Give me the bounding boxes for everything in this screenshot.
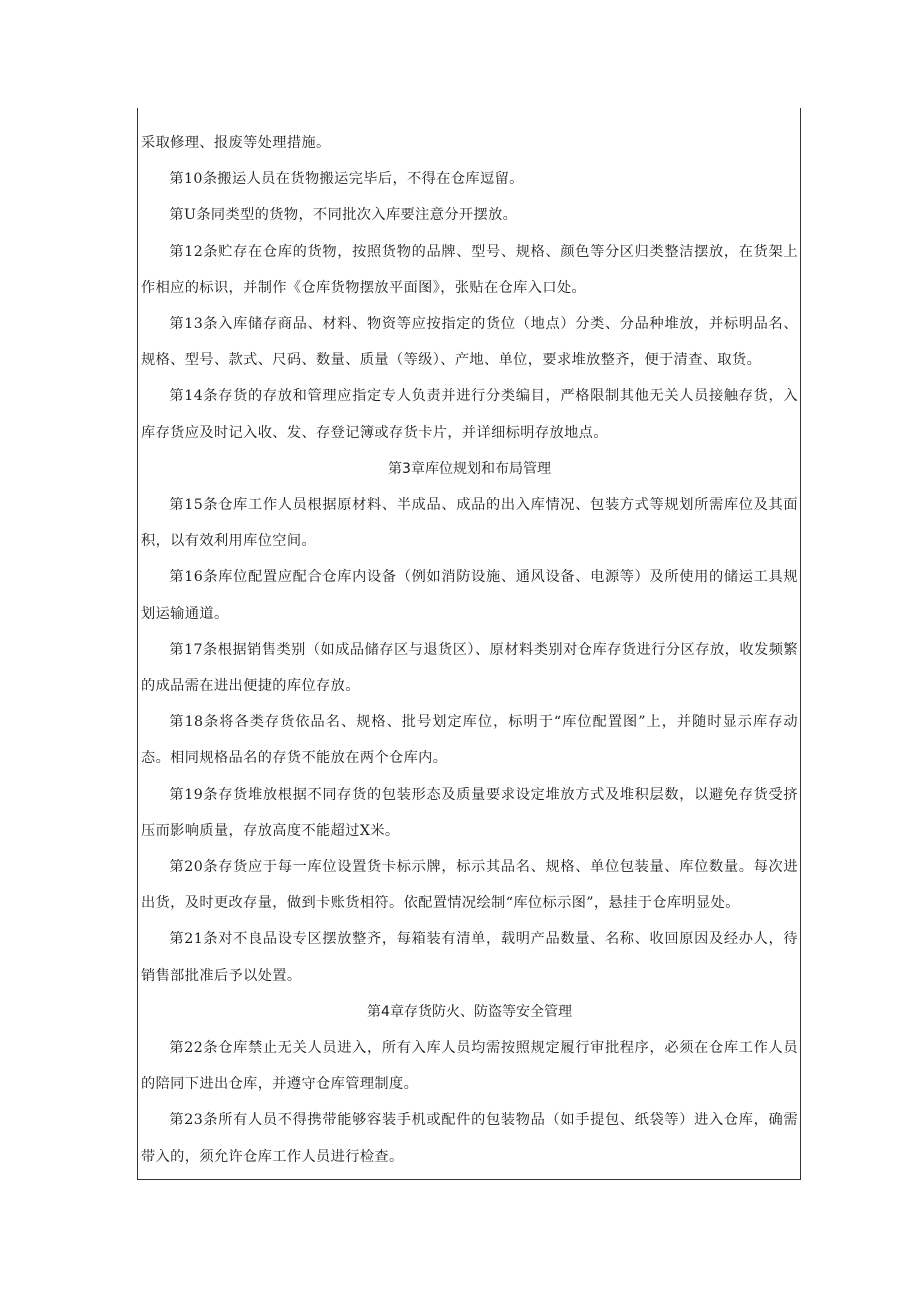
article-10: 第10条搬运人员在货物搬运完毕后，不得在仓库逗留。	[169, 171, 524, 188]
article-14: 第14条存货的存放和管理应指定专人负责并进行分类编目，严格限制其他无关人员接触存货，入库存货应及时记入收、发、存登记簿或存货卡片，并详细标明存放地点。	[141, 388, 798, 441]
article-23: 第23条所有人员不得携带能够容装手机或配件的包装物品（如手提包、纸袋等）进入仓库，确需带入的，须允许仓库工作人员进行检查。	[141, 1112, 798, 1165]
chapter-4-heading: 第4章存货防火、防盗等安全管理	[367, 1003, 572, 1020]
article-16: 第16条库位配置应配合仓库内设备（例如消防设施、通风设备、电源等）及所使用的储运工具规划运输通道。	[141, 569, 798, 622]
article-13: 第13条入库储存商品、材料、物资等应按指定的货位（地点）分类、分品种堆放，并标明品名、规格、型号、款式、尺码、数量、质量（等级）、产地、单位，要求堆放整齐，便于清查、取货。	[141, 316, 798, 369]
paragraph-continuation: 采取修理、报废等处理措施。	[141, 135, 331, 151]
article-19: 第19条存货堆放根据不同存货的包装形态及质量要求设定堆放方式及堆积层数，以避免存货受挤压而影响质量，存放高度不能超过X米。	[141, 786, 798, 839]
chapter-3-heading: 第3章库位规划和布局管理	[388, 460, 551, 477]
article-21: 第21条对不良品设专区摆放整齐，每箱装有清单，载明产品数量、名称、收回原因及经办人，待销售部批准后予以处置。	[141, 931, 798, 984]
article-12: 第12条贮存在仓库的货物，按照货物的品牌、型号、规格、颜色等分区归类整洁摆放，在货架上作相应的标识，并制作《仓库货物摆放平面图》，张贴在仓库入口处。	[141, 243, 798, 296]
article-18: 第18条将各类存货依品名、规格、批号划定库位，标明于“库位配置图”上，并随时显示库存动态。相同规格品名的存货不能放在两个仓库内。	[141, 714, 798, 767]
article-20: 第20条存货应于每一库位设置货卡标示牌，标示其品名、规格、单位包装量、库位数量。每次进出货，及时更改存量，做到卡账货相符。依配置情况绘制“库位标示图”，悬挂于仓库明显处。	[141, 859, 798, 912]
document-body	[141, 125, 798, 1175]
article-22: 第22条仓库禁止无关人员进入，所有入库人员均需按照规定履行审批程序，必须在仓库工作人员的陪同下进出仓库，并遵守仓库管理制度。	[141, 1040, 798, 1093]
article-17: 第17条根据销售类别（如成品储存区与退货区）、原材料类别对仓库存货进行分区存放，收发频繁的成品需在进出便捷的库位存放。	[141, 641, 798, 695]
article-11: 第U条同类型的货物，不同批次入库要注意分开摆放。	[169, 207, 518, 224]
article-15: 第15条仓库工作人员根据原材料、半成品、成品的出入库情况、包装方式等规划所需库位及其面积，以有效利用库位空间。	[141, 497, 798, 550]
